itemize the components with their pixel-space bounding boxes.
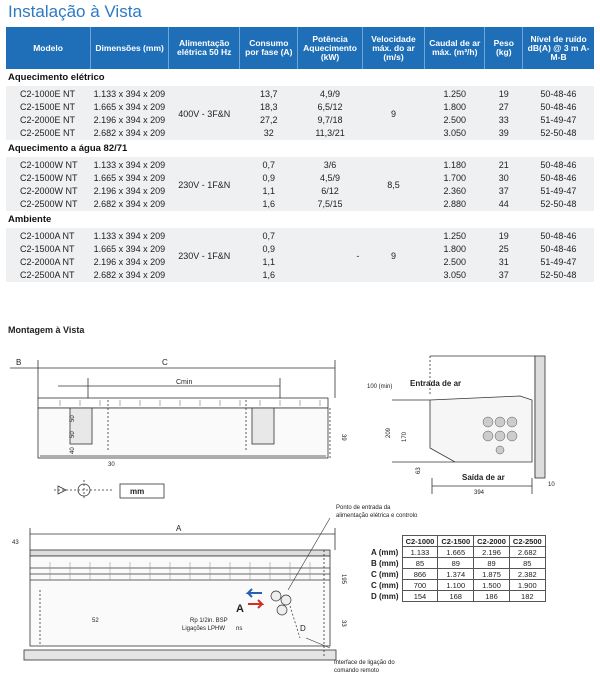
model-cell: C2-2000E NT <box>6 114 91 127</box>
dim-col-header: C2-2000 <box>474 536 510 547</box>
model-cell: C2-1500A NT <box>6 243 91 256</box>
weight-cell: 37 <box>485 185 523 198</box>
noise-cell: 52-50-48 <box>523 127 594 140</box>
col-header-supply: Alimentação elétrica 50 Hz <box>169 27 240 69</box>
speed-cell: 8,5 <box>362 157 424 211</box>
model-cell: C2-2500A NT <box>6 269 91 282</box>
dim-30: 30 <box>108 462 115 468</box>
current-cell: 0,7 <box>240 228 298 243</box>
weight-cell: 30 <box>485 172 523 185</box>
noise-cell: 52-50-48 <box>523 269 594 282</box>
weight-cell: 33 <box>485 114 523 127</box>
weight-cell: 27 <box>485 101 523 114</box>
model-cell: C2-2000W NT <box>6 185 91 198</box>
flow-cell: 2.880 <box>425 198 485 211</box>
dim-cell: 2.382 <box>509 569 545 580</box>
flow-cell: 3.050 <box>425 127 485 140</box>
dimension-table <box>368 535 546 602</box>
dim-cell: 89 <box>474 558 510 569</box>
power-cell: 6,5/12 <box>298 101 363 114</box>
current-cell: 1,6 <box>240 198 298 211</box>
supply-cell: 230V - 1F&N <box>169 157 240 211</box>
label-a-big: A <box>236 603 244 615</box>
rp-line1: Rp 1/2in. BSP <box>190 618 228 624</box>
power-cell: 6/12 <box>298 185 363 198</box>
page-title: Instalação à Vista <box>8 2 142 21</box>
current-cell: 1,1 <box>240 185 298 198</box>
dim-cell: 168 <box>438 591 474 602</box>
dim-cell: 89 <box>438 558 474 569</box>
model-cell: C2-2000A NT <box>6 256 91 269</box>
dim-cell: 1.100 <box>438 580 474 591</box>
model-cell: C2-2500E NT <box>6 127 91 140</box>
current-cell: 1,6 <box>240 269 298 282</box>
noise-cell: 51-49-47 <box>523 256 594 269</box>
dims-cell: 2.196 x 394 x 209 <box>91 256 169 269</box>
dim-row-label: C (mm) <box>368 580 402 591</box>
power-cell: 4,9/9 <box>298 86 363 101</box>
flow-cell: 1.700 <box>425 172 485 185</box>
dims-cell: 2.196 x 394 x 209 <box>91 114 169 127</box>
rp-line3: ns <box>236 626 243 632</box>
dim-col-header: C2-1000 <box>402 536 438 547</box>
interface-line1: Interface de ligação do <box>334 660 395 666</box>
noise-cell: 50-48-46 <box>523 228 594 243</box>
current-cell: 0,9 <box>240 243 298 256</box>
dim-195: 195 <box>340 574 346 585</box>
col-header-noise: Nível de ruído dB(A) @ 3 m A-M-B <box>523 27 594 69</box>
col-header-current: Consumo por fase (A) <box>240 27 298 69</box>
col-header-flow: Caudal de ar máx. (m³/h) <box>425 27 485 69</box>
dim-52: 52 <box>92 618 99 624</box>
noise-cell: 51-49-47 <box>523 185 594 198</box>
model-cell: C2-1000W NT <box>6 157 91 172</box>
dims-cell: 2.682 x 394 x 209 <box>91 269 169 282</box>
noise-cell: 50-48-46 <box>523 86 594 101</box>
power-cell: 7,5/15 <box>298 198 363 211</box>
model-cell: C2-2500W NT <box>6 198 91 211</box>
ponto-line2: alimentação elétrica e controlo <box>336 513 418 519</box>
dim-cell: 2.196 <box>474 547 510 558</box>
dim-cell: 2.682 <box>509 547 545 558</box>
dims-cell: 1.665 x 394 x 209 <box>91 172 169 185</box>
speed-cell: 9 <box>362 228 424 282</box>
front-view <box>10 360 335 458</box>
section-title: Aquecimento a água 82/71 <box>6 140 594 157</box>
dim-cell: 85 <box>509 558 545 569</box>
dims-cell: 1.665 x 394 x 209 <box>91 243 169 256</box>
model-cell: C2-1000A NT <box>6 228 91 243</box>
current-cell: 18,3 <box>240 101 298 114</box>
flow-cell: 2.500 <box>425 114 485 127</box>
label-b: B <box>16 358 22 367</box>
dim-row-label: D (mm) <box>368 591 402 602</box>
dims-cell: 2.682 x 394 x 209 <box>91 127 169 140</box>
noise-cell: 50-48-46 <box>523 243 594 256</box>
supply-cell: 400V - 3F&N <box>169 86 240 140</box>
section-title: Ambiente <box>6 211 594 228</box>
flow-cell: 2.500 <box>425 256 485 269</box>
dim-cell: 182 <box>509 591 545 602</box>
noise-cell: 52-50-48 <box>523 198 594 211</box>
flow-cell: 1.250 <box>425 228 485 243</box>
mount-title: Montagem à Vista <box>8 325 85 335</box>
weight-cell: 31 <box>485 256 523 269</box>
dim-cell: 85 <box>402 558 438 569</box>
dim-43: 43 <box>12 540 19 546</box>
dim-cell: 154 <box>402 591 438 602</box>
current-cell: 0,9 <box>240 172 298 185</box>
col-header-speed: Velocidade máx. do ar (m/s) <box>362 27 424 69</box>
saida-label: Saída de ar <box>462 473 505 482</box>
interface-line2: comando remoto <box>334 668 380 674</box>
label-d: D <box>300 624 306 633</box>
rp-line2: Ligações LPHW <box>182 626 226 632</box>
flow-cell: 1.180 <box>425 157 485 172</box>
dim-cell: 1.875 <box>474 569 510 580</box>
spec-table <box>6 27 594 282</box>
dim-row-label: B (mm) <box>368 558 402 569</box>
model-cell: C2-1000E NT <box>6 86 91 101</box>
model-cell: C2-1500E NT <box>6 101 91 114</box>
bottom-view <box>24 528 336 660</box>
current-cell: 0,7 <box>240 157 298 172</box>
current-cell: 1,1 <box>240 256 298 269</box>
dim-cell: 700 <box>402 580 438 591</box>
dim-39: 39 <box>340 434 346 441</box>
weight-cell: 37 <box>485 269 523 282</box>
power-cell: 4,5/9 <box>298 172 363 185</box>
ponto-line1: Ponto de entrada da <box>336 505 391 511</box>
fixing-symbol <box>54 480 112 500</box>
flow-cell: 2.360 <box>425 185 485 198</box>
col-header-model: Modelo <box>6 27 91 69</box>
dims-cell: 1.133 x 394 x 209 <box>91 157 169 172</box>
current-cell: 32 <box>240 127 298 140</box>
side-63: 63 <box>416 467 422 474</box>
flow-cell: 1.800 <box>425 101 485 114</box>
weight-cell: 19 <box>485 86 523 101</box>
col-header-dims: Dimensões (mm) <box>91 27 169 69</box>
entrada-label: Entrada de ar <box>410 379 462 388</box>
dim-50b: 50 <box>70 431 76 438</box>
weight-cell: 44 <box>485 198 523 211</box>
label-cmin: Cmin <box>176 379 193 386</box>
dims-cell: 1.133 x 394 x 209 <box>91 86 169 101</box>
col-header-weight: Peso (kg) <box>485 27 523 69</box>
section-title: Aquecimento elétrico <box>6 69 594 86</box>
flow-cell: 1.250 <box>425 86 485 101</box>
weight-cell: 39 <box>485 127 523 140</box>
weight-cell: 25 <box>485 243 523 256</box>
side-170: 170 <box>402 431 408 442</box>
dim-cell: 1.900 <box>509 580 545 591</box>
dim-cell: 1.374 <box>438 569 474 580</box>
weight-cell: 19 <box>485 228 523 243</box>
col-header-power: Potência Aquecimento (kW) <box>298 27 363 69</box>
dim-row-label: C (mm) <box>368 569 402 580</box>
technical-drawings <box>0 338 600 678</box>
dim-cell: 866 <box>402 569 438 580</box>
dim-cell: 1.133 <box>402 547 438 558</box>
speed-cell: 9 <box>362 86 424 140</box>
noise-cell: 50-48-46 <box>523 157 594 172</box>
dim-col-header: C2-2500 <box>509 536 545 547</box>
supply-cell: 230V - 1F&N <box>169 228 240 282</box>
noise-cell: 50-48-46 <box>523 172 594 185</box>
side-100: 100 (min) <box>367 384 393 390</box>
noise-cell: 50-48-46 <box>523 101 594 114</box>
dim-cell: 1.665 <box>438 547 474 558</box>
dims-cell: 2.196 x 394 x 209 <box>91 185 169 198</box>
current-cell: 27,2 <box>240 114 298 127</box>
dims-cell: 1.133 x 394 x 209 <box>91 228 169 243</box>
dims-cell: 2.682 x 394 x 209 <box>91 198 169 211</box>
dim-cell: 186 <box>474 591 510 602</box>
power-cell: 3/6 <box>298 157 363 172</box>
side-10: 10 <box>548 482 555 488</box>
power-cell: 9,7/18 <box>298 114 363 127</box>
dim-row-label: A (mm) <box>368 547 402 558</box>
unit-label: mm <box>130 487 145 496</box>
dim-col-header: C2-1500 <box>438 536 474 547</box>
current-cell: 13,7 <box>240 86 298 101</box>
dim-33: 33 <box>340 620 346 627</box>
label-a: A <box>176 524 182 533</box>
label-c: C <box>162 358 168 367</box>
flow-cell: 3.050 <box>425 269 485 282</box>
power-cell: 11,3/21 <box>298 127 363 140</box>
power-cell: - <box>298 228 363 282</box>
front-view-pattern <box>60 400 320 406</box>
dims-cell: 1.665 x 394 x 209 <box>91 101 169 114</box>
side-209: 209 <box>386 427 392 438</box>
noise-cell: 51-49-47 <box>523 114 594 127</box>
side-394: 394 <box>474 490 485 496</box>
model-cell: C2-1500W NT <box>6 172 91 185</box>
dim-40: 40 <box>70 447 76 454</box>
weight-cell: 21 <box>485 157 523 172</box>
dim-50a: 50 <box>70 415 76 422</box>
dim-cell: 1.500 <box>474 580 510 591</box>
flow-cell: 1.800 <box>425 243 485 256</box>
